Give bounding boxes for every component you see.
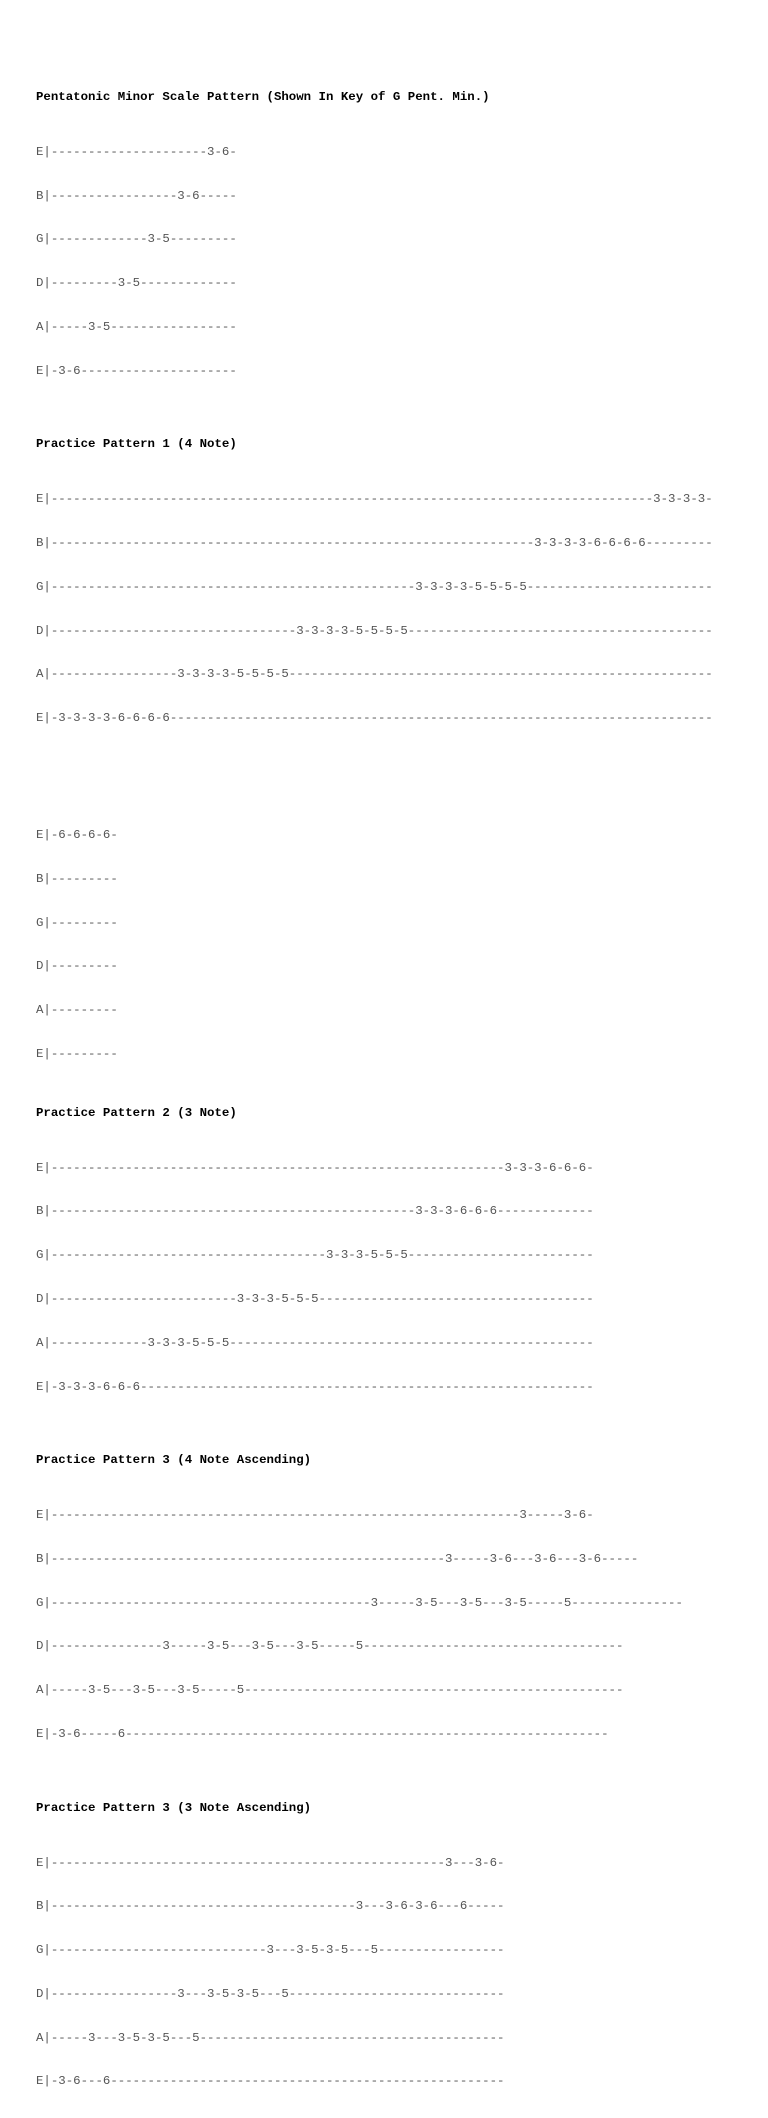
section-practice-pattern-3-3-note <box>36 1801 756 2118</box>
section-scale-pattern <box>36 90 756 407</box>
tab-line: B|-----------------------------------------3---3-6-3-6---6----- <box>36 1899 505 1914</box>
tab-line: E|-----------------------------------------------------3---3-6- <box>36 1855 505 1870</box>
tab-line: E|-3-3-3-6-6-6------------------------------------------------------------- <box>36 1379 594 1394</box>
tab-line: E|-3-6--------------------- <box>36 363 237 378</box>
tab-line: B|--------- <box>36 871 118 886</box>
tablature <box>36 116 756 408</box>
tab-line: A|-----3-5---3-5---3-5-----5--------------------------------------------------- <box>36 1683 624 1698</box>
tab-line: E|-3-6-----6----------------------------------------------------------------- <box>36 1726 609 1741</box>
tab-line: D|---------------------------------3-3-3-3-5-5-5-5----------------------------------------- <box>36 623 713 638</box>
tab-line: A|-----------------3-3-3-3-5-5-5-5--------------------------------------------------------- <box>36 667 713 682</box>
tab-line: E|-3-3-3-3-6-6-6-6------------------------------------------------------------------------- <box>36 711 713 726</box>
tab-line: G|-------------3-5--------- <box>36 232 237 247</box>
tab-line: E|-3-6---6----------------------------------------------------- <box>36 2074 505 2089</box>
tab-line: A|-----3---3-5-3-5---5----------------------------------------- <box>36 2030 505 2045</box>
tab-line: A|-------------3-3-3-5-5-5------------------------------------------------- <box>36 1335 594 1350</box>
tab-line: D|--------- <box>36 959 118 974</box>
section-heading: Pentatonic Minor Scale Pattern (Shown In Key of G Pent. Min.) <box>36 90 490 104</box>
tab-line: G|--------- <box>36 915 118 930</box>
tab-line: E|-------------------------------------------------------------3-3-3-6-6-6- <box>36 1160 594 1175</box>
tablature <box>36 463 756 755</box>
tab-line: E|---------------------------------------------------------------------------------3-3-3-3- <box>36 492 713 507</box>
tab-line: A|-----3-5----------------- <box>36 319 237 334</box>
tab-line: E|-6-6-6-6- <box>36 828 118 843</box>
tab-line: D|-----------------3---3-5-3-5---5----------------------------- <box>36 1986 505 2001</box>
tab-line: D|-------------------------3-3-3-5-5-5------------------------------------- <box>36 1291 594 1306</box>
tab-line: G|-------------------------------------------------3-3-3-3-5-5-5-5------------------------- <box>36 579 713 594</box>
tab-line: B|-------------------------------------------------3-3-3-6-6-6------------- <box>36 1204 594 1219</box>
tab-line: E|--------- <box>36 1047 118 1062</box>
section-practice-pattern-3-4-note <box>36 1453 756 1770</box>
document-page <box>36 90 756 2118</box>
section-practice-pattern-1 <box>36 437 756 754</box>
tablature <box>36 1479 756 1771</box>
tab-line: D|---------------3-----3-5---3-5---3-5-----5----------------------------------- <box>36 1639 624 1654</box>
tablature <box>36 1826 756 2118</box>
tab-line: E|---------------------------------------------------------------3-----3-6- <box>36 1508 594 1523</box>
section-heading: Practice Pattern 1 (4 Note) <box>36 437 237 452</box>
section-heading: Practice Pattern 2 (3 Note) <box>36 1105 237 1120</box>
tab-line: G|-----------------------------3---3-5-3-5---5----------------- <box>36 1943 505 1958</box>
tab-line: B|-----------------------------------------------------------------3-3-3-3-6-6-6-6--------- <box>36 536 713 551</box>
tab-line: B|-----------------3-6----- <box>36 188 237 203</box>
tablature <box>36 799 756 1091</box>
tab-line: D|---------3-5------------- <box>36 276 237 291</box>
tab-line: B|-----------------------------------------------------3-----3-6---3-6---3-6----- <box>36 1551 639 1566</box>
section-practice-pattern-1-continued <box>36 799 756 1091</box>
tablature <box>36 1131 756 1423</box>
section-heading: Practice Pattern 3 (3 Note Ascending) <box>36 1800 312 1815</box>
section-practice-pattern-2 <box>36 1106 756 1423</box>
tab-line: E|---------------------3-6- <box>36 144 237 159</box>
tab-line: G|-------------------------------------------3-----3-5---3-5---3-5-----5--------------- <box>36 1595 683 1610</box>
tab-line: G|-------------------------------------3-3-3-5-5-5------------------------- <box>36 1248 594 1263</box>
tab-line: A|--------- <box>36 1003 118 1018</box>
section-heading: Practice Pattern 3 (4 Note Ascending) <box>36 1453 312 1468</box>
